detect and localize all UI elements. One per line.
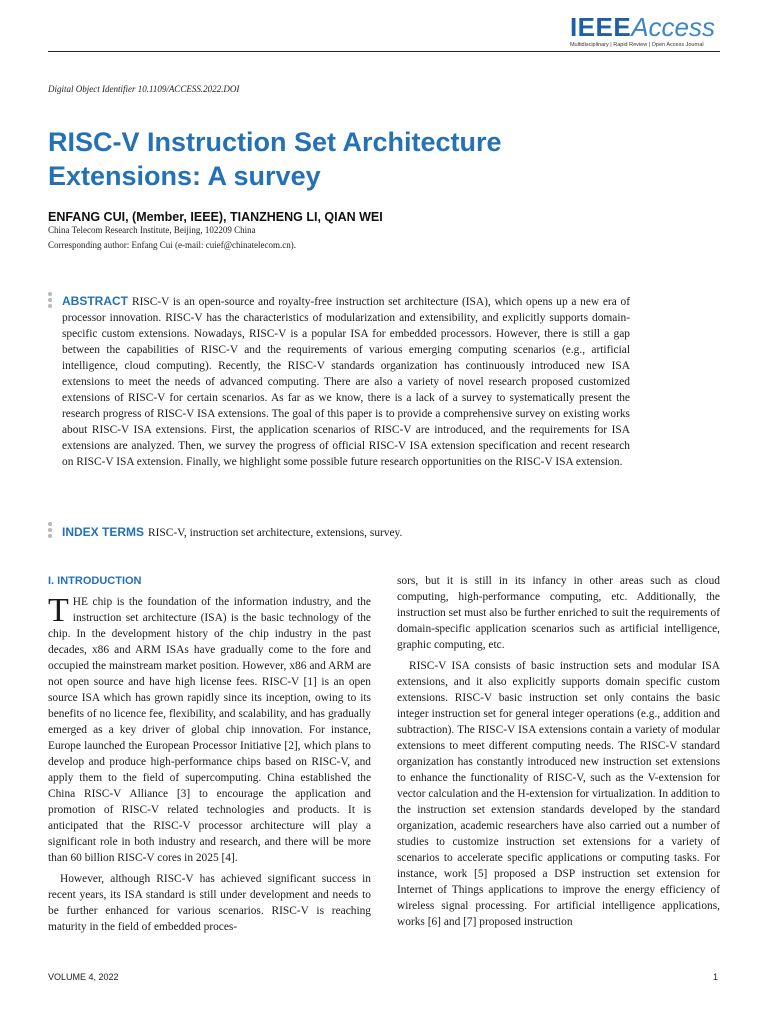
index-terms-dots-icon bbox=[48, 522, 53, 540]
logo-tagline: Multidisciplinary | Rapid Review | Open Access Journal bbox=[569, 42, 704, 48]
index-terms-block bbox=[62, 524, 630, 541]
intro-paragraph-1 bbox=[48, 594, 371, 866]
author-list: ENFANG CUI, (Member, IEEE), TIANZHENG LI, QIAN WEI bbox=[48, 210, 383, 224]
right-column bbox=[397, 573, 720, 935]
corresponding-author: Corresponding author: Enfang Cui (e-mail: cuief@chinatelecom.cn). bbox=[48, 240, 296, 250]
logo-access-text: Access bbox=[631, 12, 715, 42]
intro-paragraph-2-continued: sors, but it is still in its infancy in other areas such as cloud computing, high-performance computing, etc. Additionally, the instruction set must also be further enriched to suit the requirements of domain-specific application scenarios such as artificial intelligence, graphic computing, etc. bbox=[397, 575, 720, 651]
abstract-block bbox=[62, 293, 630, 470]
intro-paragraph-1-text: chip is the foundation of the information industry, and the instruction set architecture (ISA) is the basic technology of the chip. In the development history of the chip industry in the past decades, x86 and ARM ISAs have gradually come to the fore and occupied the mainstream market position. However, x86 and ARM are not open source and have high license fees. RISC-V [1] is an open source ISA which has grown rapidly since its inception, owing to its benefits of no licence fee, flexibility, and scalability, and has gradually emerged as a key driver of global chip innovation. For instance, Europe launched the European Processor Initiative [2], which plans to develop and produce high-performance chips based on RISC-V, and apply them to the field of supercomputing. China established the China RISC-V Alliance [3] to encourage the application and promotion of RISC-V related technologies and products. It is anticipated that the RISC-V processor architecture will play a significant role in both industry and research, and there will be more than 60 billion RISC-V cores in 2025 [4]. bbox=[48, 596, 371, 864]
abstract-label: ABSTRACT bbox=[62, 294, 128, 308]
drop-cap: T bbox=[48, 592, 69, 629]
intro-paragraph-3: RISC-V ISA consists of basic instruction sets and modular ISA extensions, and it also explicitly supports domain specific custom extensions. RISC-V basic instruction set only contains the basic integer instruction set for general integer operations (e.g., addition and subtraction). The RISC-V ISA extensions contain a variety of modular extensions to meet different computing needs. The RISC-V standard organization has constantly introduced new instruction set extensions to enhance the functionality of RISC-V, such as the V-extension for vector calculation and the H-extension for virtualization. In addition to the instruction set extension standards developed by the standard organization, academic researchers have also carried out a number of studies to customize instruction set extensions for a variety of scenarios to accelerate specific applications or computing tasks. For instance, work [5] proposed a DSP instruction set extension for Internet of Things applications to improve the energy efficiency of wireless signal processing. For artificial intelligence applications, works [6] and [7] proposed instruction bbox=[397, 660, 720, 928]
left-column bbox=[48, 573, 371, 940]
abstract-text: RISC-V is an open-source and royalty-free instruction set architecture (ISA), which opens up a new era of processor innovation. RISC-V has the characteristics of modularization and extensibility, and explicitly supports domain-specific custom extensions. Nowadays, RISC-V is a popular ISA for embedded processors. However, there is still a gap between the capabilities of RISC-V and the requirements of various emerging computing scenarios (e.g., artificial intelligence, cloud computing). Recently, the RISC-V standards organization has continuously introduced new ISA extensions to meet the needs of advanced computing. There are also a variety of novel research proposed customized extensions of RISC-V for certain scenarios. As far as we know, there is a lack of a survey to systematically present the research progress of RISC-V ISA extensions. The goal of this paper is to provide a comprehensive survey on existing works about RISC-V ISA extensions. First, the application scenarios of RISC-V are introduced, and the requirements for ISA extensions are analyzed. Then, we survey the progress of official RISC-V ISA extension specification and recent research on RISC-V ISA extension. Finally, we highlight some possible future research opportunities on the RISC-V ISA extension. bbox=[62, 296, 630, 468]
abstract-dots-icon bbox=[48, 292, 53, 310]
footer-volume: VOLUME 4, 2022 bbox=[48, 972, 119, 982]
affiliation: China Telecom Research Institute, Beijing, 102209 China bbox=[48, 225, 256, 235]
intro-paragraph-2: However, although RISC-V has achieved significant success in recent years, its ISA standard is still under development and needs to be further enhanced for various scenarios. RISC-V is reaching maturity in the field of embedded proces- bbox=[48, 873, 371, 933]
section-heading: I. INTRODUCTION bbox=[48, 575, 142, 587]
index-terms-label: INDEX TERMS bbox=[62, 525, 145, 539]
footer-page-number: 1 bbox=[712, 972, 718, 982]
drop-cap-rest: HE bbox=[72, 596, 88, 608]
doi-line: Digital Object Identifier 10.1109/ACCESS.2022.DOI bbox=[48, 84, 240, 94]
header-divider bbox=[48, 51, 720, 52]
paper-title: RISC-V Instruction Set Architecture Extensions: A survey bbox=[48, 127, 502, 191]
logo-ieee-text: IEEE bbox=[569, 12, 632, 42]
index-terms-text: RISC-V, instruction set architecture, extensions, survey. bbox=[148, 527, 403, 539]
journal-logo bbox=[570, 14, 715, 48]
